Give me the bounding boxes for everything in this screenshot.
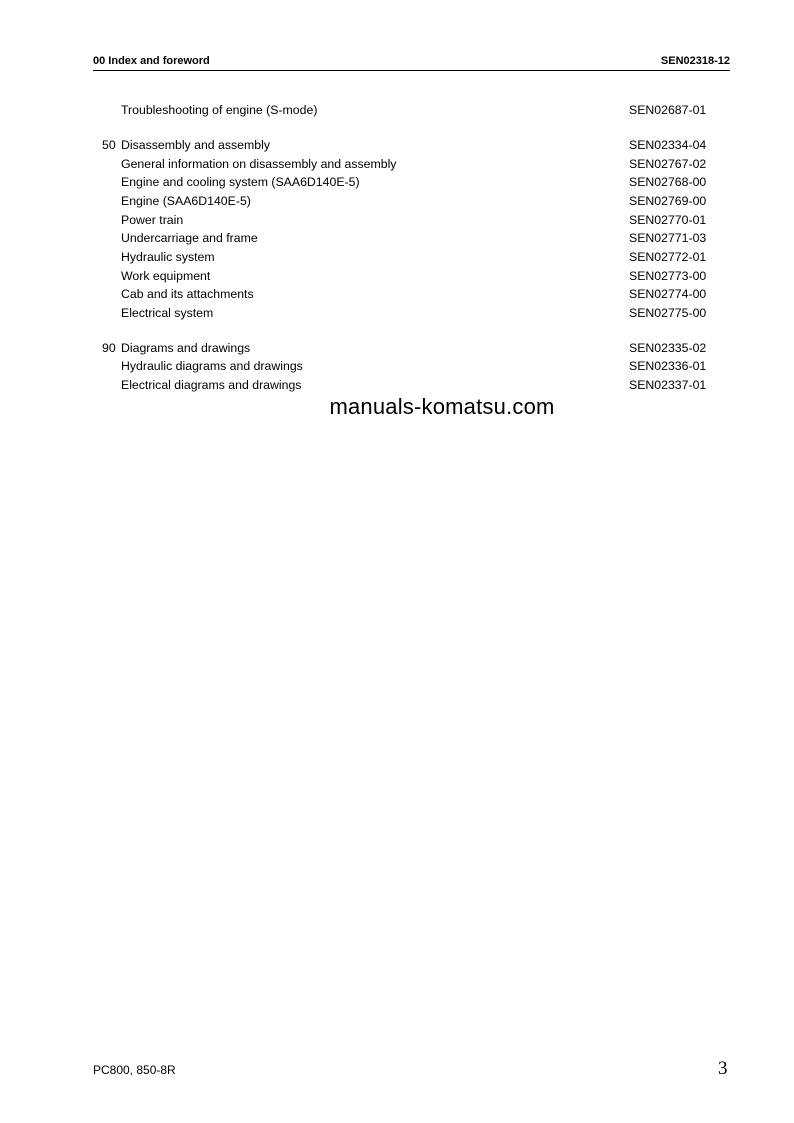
toc-row [0,101,794,119]
toc-title: Electrical diagrams and drawings [121,378,302,392]
toc-code: SEN02337-01 [629,378,707,392]
toc-title: Hydraulic diagrams and drawings [121,359,303,373]
toc-code: SEN02774-00 [629,287,707,301]
toc-number: 50 [102,138,116,152]
toc-code: SEN02768-00 [629,175,707,189]
toc-row [0,304,794,322]
toc-row [0,376,794,394]
toc-row [0,339,794,357]
toc-title: Cab and its attachments [121,287,254,301]
toc-title: Disassembly and assembly [121,138,270,152]
toc-code: SEN02769-00 [629,194,707,208]
section-title: 00 Index and foreword [93,55,210,67]
page-number: 3 [718,1058,728,1079]
toc-row [0,357,794,375]
toc-row [0,229,794,247]
toc-title: Undercarriage and frame [121,231,258,245]
toc-code: SEN02767-02 [629,157,707,171]
toc-code: SEN02771-03 [629,231,707,245]
toc-title: Hydraulic system [121,250,215,264]
footer-model: PC800, 850-8R [93,1063,176,1077]
toc-row [0,155,794,173]
toc-title: Engine and cooling system (SAA6D140E-5) [121,175,360,189]
toc-number: 90 [102,341,116,355]
toc-title: Electrical system [121,306,214,320]
toc-row [0,173,794,191]
page-header [93,54,730,71]
toc-row [0,267,794,285]
toc-row [0,285,794,303]
toc-title: Power train [121,213,184,227]
toc-code: SEN02772-01 [629,250,707,264]
toc-title: Diagrams and drawings [121,341,251,355]
toc-title: Work equipment [121,269,211,283]
toc-code: SEN02335-02 [629,341,707,355]
toc-code: SEN02775-00 [629,306,707,320]
toc-title: Engine (SAA6D140E-5) [121,194,251,208]
toc-code: SEN02334-04 [629,138,707,152]
toc-row [0,211,794,229]
toc-row [0,136,794,154]
watermark-text: manuals-komatsu.com [329,394,555,419]
toc-code: SEN02770-01 [629,213,707,227]
document-code: SEN02318-12 [660,55,730,67]
toc-row [0,192,794,210]
toc-code: SEN02336-01 [629,359,707,373]
toc-title: Troubleshooting of engine (S-mode) [121,103,318,117]
toc-code: SEN02687-01 [629,103,707,117]
toc-row [0,248,794,266]
toc-code: SEN02773-00 [629,269,707,283]
toc-title: General information on disassembly and assembly [121,157,397,171]
